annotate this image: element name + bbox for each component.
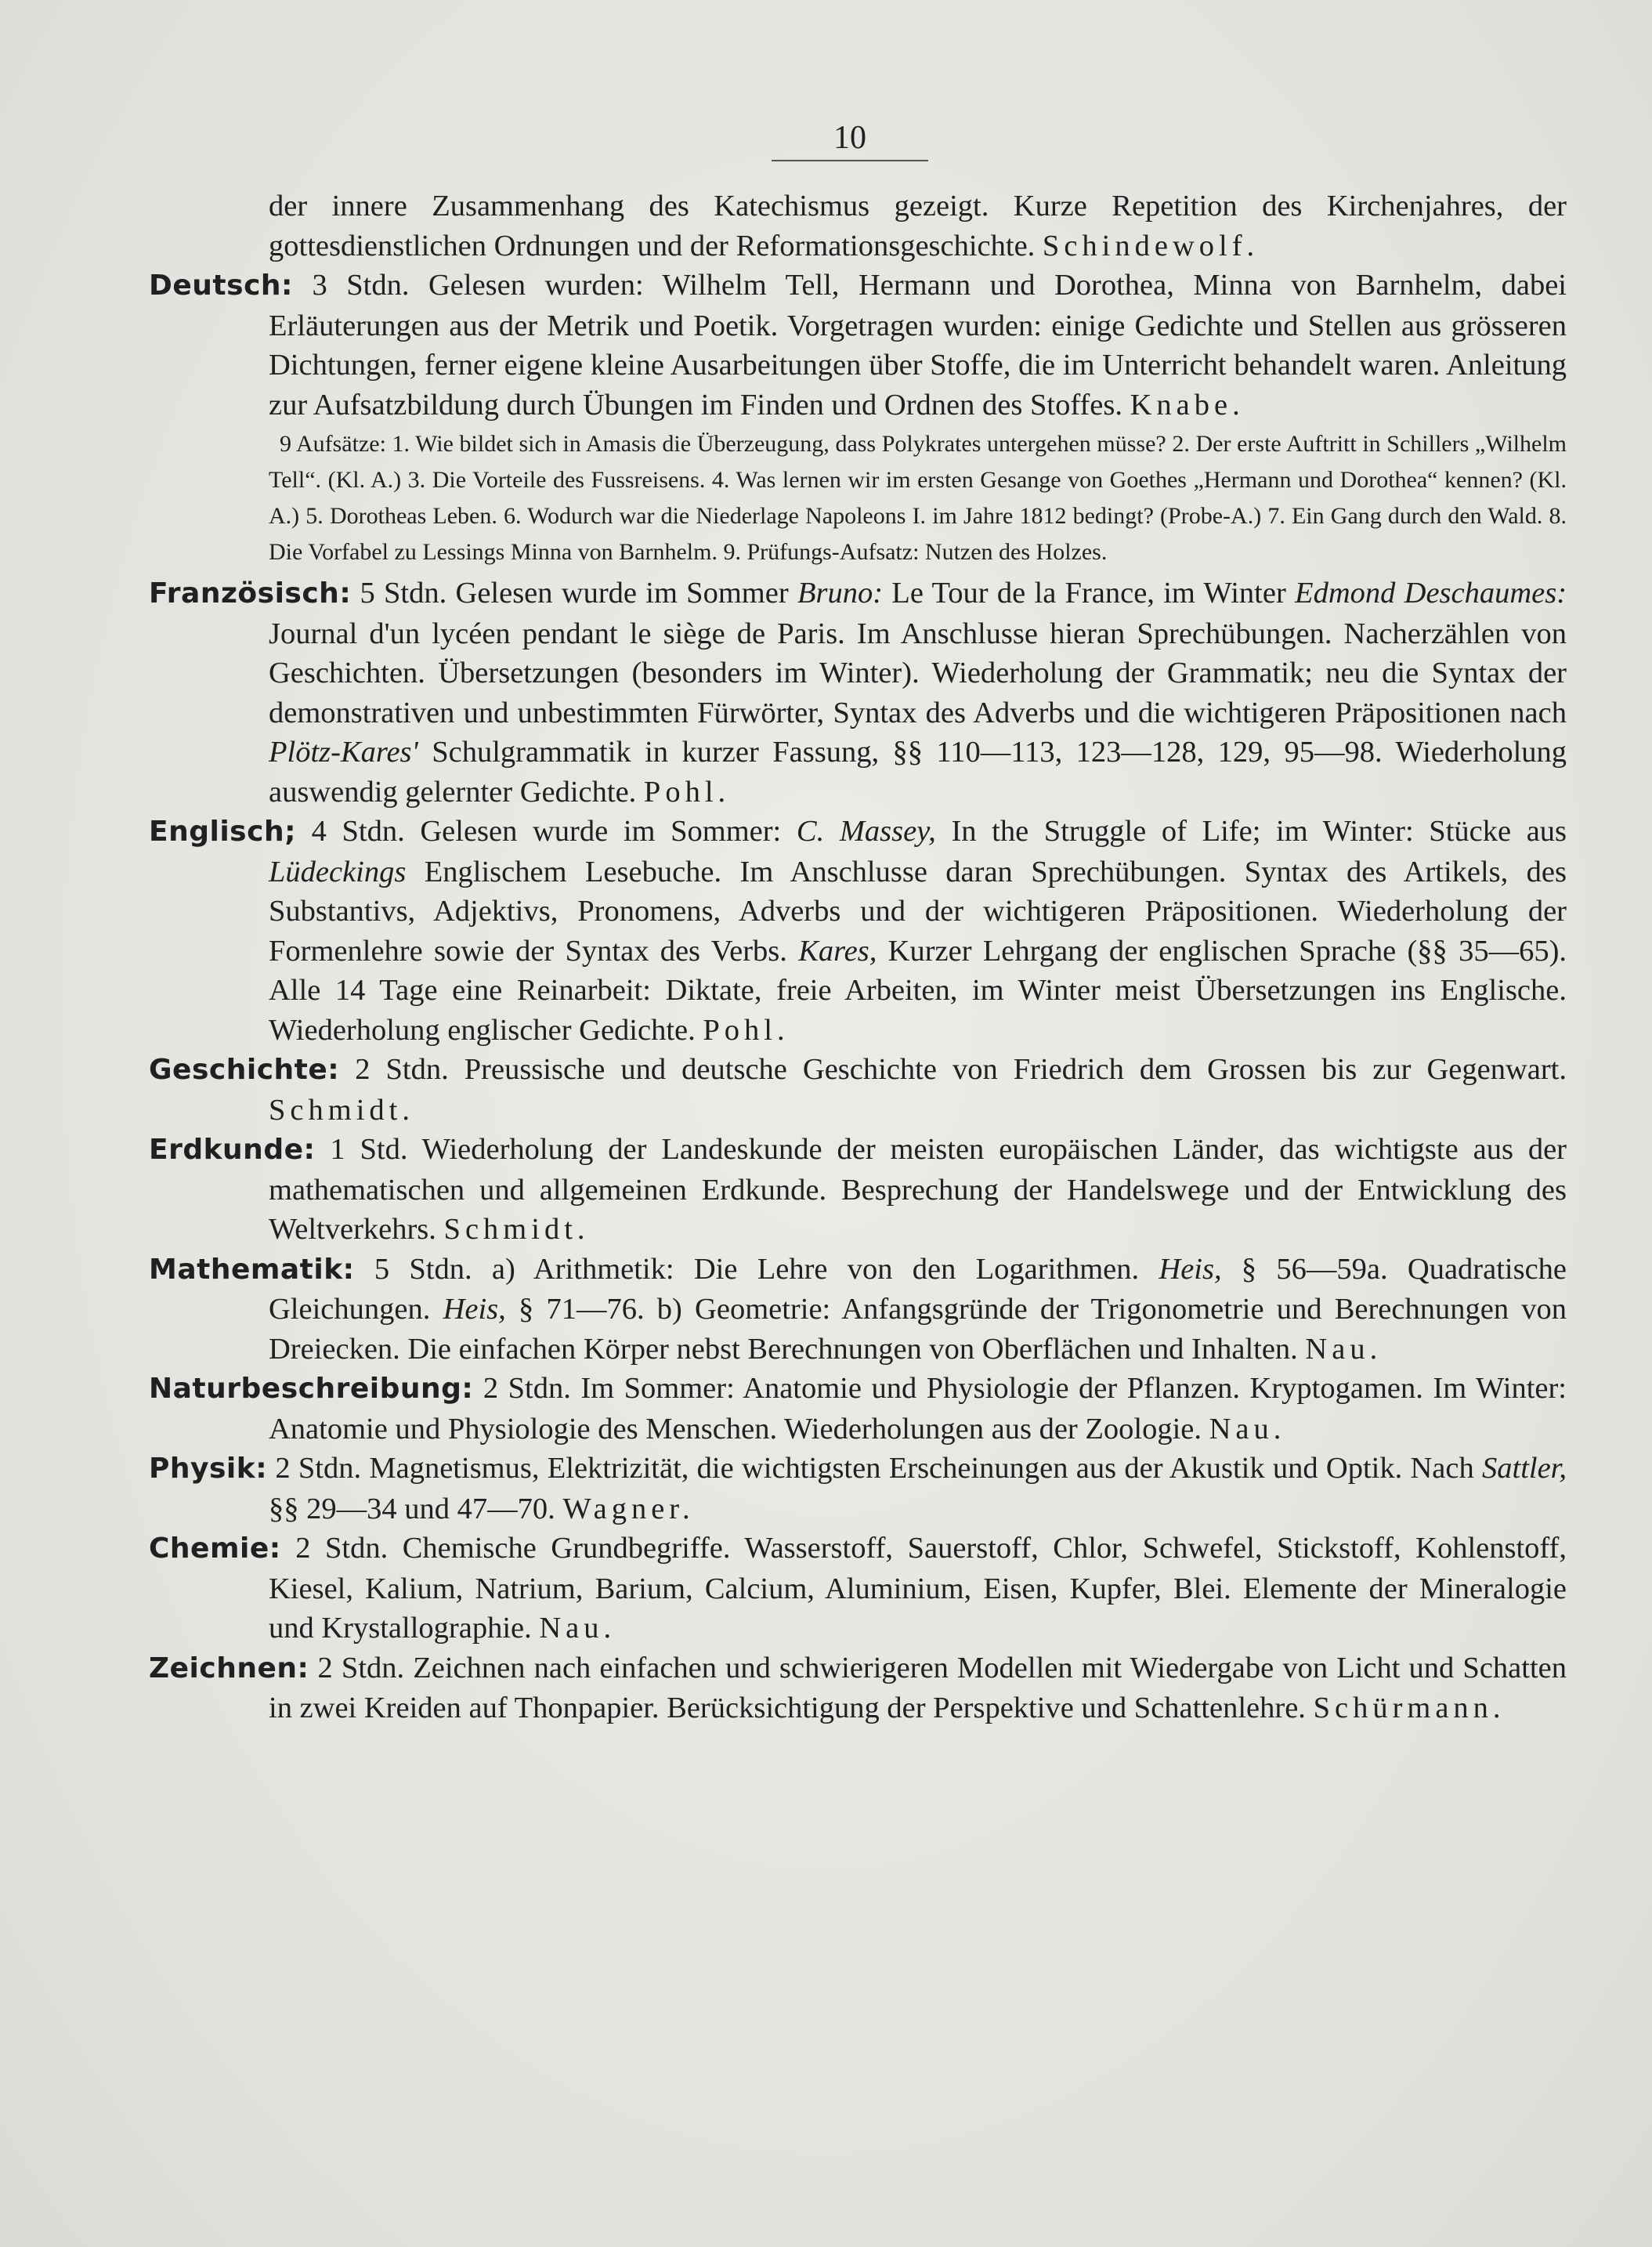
teacher-name: Schmidt. <box>269 1093 414 1127</box>
subject-text: Englischem Lesebuche. Im Anschlusse daran Sprechübungen. Syntax des Artikels, des Substantivs, Adjektivs, Pronomens, Adverbs und der wichtigeren Präpositionen. Wiederholung der Formenlehre sowie der Syntax des Verbs. <box>269 855 1567 968</box>
teacher-name: Pohl. <box>703 1013 790 1047</box>
subject-erdkunde <box>149 1130 1567 1250</box>
subject-text: §§ 29—34 und 47—70. <box>269 1492 555 1525</box>
subject-text: 5 Stdn. Gelesen wurde im Sommer <box>360 577 789 610</box>
author-name: Heis, <box>443 1293 506 1326</box>
religion-continuation <box>149 186 1567 266</box>
teacher-name: Schmidt. <box>443 1213 590 1246</box>
subject-heading: Zeichnen: <box>149 1652 309 1684</box>
teacher-name: Schindewolf. <box>1042 229 1260 262</box>
subject-text: 2 Stdn. Im Sommer: Anatomie und Physiologie der Pflanzen. Kryptogamen. Im Winter: Anatomie und Physiologie des Menschen. Wiederholungen aus der Zoologie. <box>269 1372 1567 1446</box>
subject-text: In the Struggle of Life; im Winter: Stücke aus <box>951 815 1567 848</box>
subject-text: 5 Stdn. a) Arithmetik: Die Lehre von den Logarithmen. <box>374 1252 1140 1286</box>
teacher-name: Wagner. <box>562 1492 695 1525</box>
teacher-name: Nau. <box>1209 1412 1286 1446</box>
subject-heading: Mathematik: <box>149 1253 355 1286</box>
teacher-name: Pohl. <box>643 775 731 809</box>
subject-text: 2 Stdn. Preussische und deutsche Geschichte von Friedrich dem Grossen bis zur Gegenwart. <box>355 1053 1567 1086</box>
subject-heading: Französisch: <box>149 577 352 610</box>
author-name: Lüdeckings <box>269 855 407 888</box>
teacher-name: Nau. <box>539 1612 616 1645</box>
teacher-name: Knabe. <box>1130 388 1245 422</box>
subject-heading: Englisch; <box>149 816 296 848</box>
subject-englisch <box>149 812 1567 1050</box>
subject-naturbeschreibung <box>149 1369 1567 1449</box>
author-name: Heis, <box>1159 1252 1222 1286</box>
subject-geschichte <box>149 1050 1567 1130</box>
page-number: 10 <box>772 119 928 161</box>
report-body <box>149 186 1567 1728</box>
subject-heading: Deutsch: <box>149 270 293 302</box>
subject-text: 2 Stdn. Zeichnen nach einfachen und schwierigeren Modellen mit Wiedergabe von Licht und Schatten in zwei Kreiden auf Thonpapier. Berücksichtigung der Perspektive und Schattenlehre. <box>269 1651 1567 1724</box>
author-name: Bruno: <box>797 577 884 610</box>
teacher-name: Nau. <box>1305 1332 1383 1366</box>
subject-chemie <box>149 1529 1567 1648</box>
subject-text: 2 Stdn. Chemische Grundbegriffe. Wasserstoff, Sauerstoff, Chlor, Schwefel, Stickstoff, Kohlenstoff, Kiesel, Kalium, Natrium, Barium, Calcium, Aluminium, Eisen, Kupfer, Blei. Elemente der Mineralogie und Krystallographie. <box>269 1532 1567 1645</box>
subject-heading: Naturbeschreibung: <box>149 1373 474 1405</box>
teacher-name: Schürmann. <box>1313 1692 1506 1724</box>
author-name: Kares, <box>798 934 877 968</box>
subject-text: § 56—59a. Quadratische Gleichungen. <box>269 1252 1567 1326</box>
subject-text: Journal d'un lycéen pendant le siège de Paris. Im Anschlusse hieran Sprechübungen. Nacherzählen von Geschichten. Übersetzungen (besonders im Winter). Wiederholung der Grammatik; neu die Syntax der demonstrativen und unbestimmten Fürwörter, Syntax des Adverbs und die wichtigeren Präpositionen nach <box>269 617 1567 729</box>
subject-franzoesisch <box>149 574 1567 812</box>
subject-text: 4 Stdn. Gelesen wurde im Sommer: <box>311 815 782 848</box>
intro-line-1: der innere Zusammenhang des Katechismus gezeigt. Kurze Repetition des Kirchenjahres, <box>269 190 1504 223</box>
author-name: Plötz-Kares' <box>269 736 418 769</box>
intro-line-2: der gottesdienstlichen Ordnungen und der Reformationsgeschichte. <box>269 190 1567 262</box>
subject-text: Schulgrammatik in kurzer Fassung, §§ 110—113, 123—128, 129, 95—98. Wiederholung auswendig gelernter Gedichte. <box>269 736 1567 809</box>
author-name: Sattler, <box>1482 1452 1567 1485</box>
essay-topics <box>149 426 1567 570</box>
subject-zeichnen <box>149 1648 1567 1728</box>
subject-heading: Chemie: <box>149 1532 281 1565</box>
author-name: C. Massey, <box>796 815 936 848</box>
subject-text: § 71—76. b) Geometrie: Anfangsgründe der Trigonometrie und Berechnungen von Dreiecken. Die einfachen Körper nebst Berechnungen von Oberflächen und Inhalten. <box>269 1293 1567 1366</box>
subject-text: 2 Stdn. Magnetismus, Elektrizität, die wichtigsten Erscheinungen aus der Akustik und Optik. Nach <box>275 1452 1474 1485</box>
subject-heading: Geschichte: <box>149 1054 340 1086</box>
subject-text: 1 Std. Wiederholung der Landeskunde der meisten europäischen Länder, das wichtigste aus der mathematischen und allgemeinen Erdkunde. Besprechung der Handelswege und der Entwicklung des Weltverkehrs. <box>269 1133 1567 1246</box>
subject-deutsch <box>149 266 1567 425</box>
subject-text: Le Tour de la France, im Winter <box>891 577 1286 610</box>
subject-text: Kurzer Lehrgang der englischen Sprache (§§ 35—65). Alle 14 Tage eine Reinarbeit: Diktate, freie Arbeiten, im Winter meist Übersetzungen ins Englische. Wiederholung englischer Gedichte. <box>269 934 1567 1047</box>
subject-mathematik <box>149 1250 1567 1370</box>
subject-heading: Physik: <box>149 1453 268 1485</box>
essay-topics-text: 9 Aufsätze: 1. Wie bildet sich in Amasis die Überzeugung, dass Polykrates untergehen müsse? 2. Der erste Auftritt in Schillers „Wilhelm Tell“. (Kl. A.) 3. Die Vorteile des Fussreisens. 4. Was lernen wir im ersten Gesange von Goethes „Hermann und Dorothea“ kennen? (Kl. A.) 5. Dorotheas Leben. 6. Wodurch war die Niederlage Napoleons I. im Jahre 1812 bedingt? (Probe-A.) 7. Ein Gang durch den Wald. 8. Die Vorfabel zu Lessings Minna von Barnhelm. 9. Prüfungs-Aufsatz: Nutzen des Holzes. <box>269 431 1567 565</box>
author-name: Edmond Deschaumes: <box>1295 577 1567 610</box>
subject-text: 3 Stdn. Gelesen wurden: Wilhelm Tell, Hermann und Dorothea, Minna von Barnhelm, dabei Erläuterungen aus der Metrik und Poetik. Vorgetragen wurden: einige Gedichte und Stellen aus grösseren Dichtungen, ferner eigene kleine Ausarbeitungen über Stoffe, die im Unterricht behandelt waren. Anleitung zur Aufsatzbildung durch Übungen im Finden und Ordnen des Stoffes. <box>269 269 1567 422</box>
subject-heading: Erdkunde: <box>149 1134 316 1166</box>
subject-physik <box>149 1449 1567 1529</box>
